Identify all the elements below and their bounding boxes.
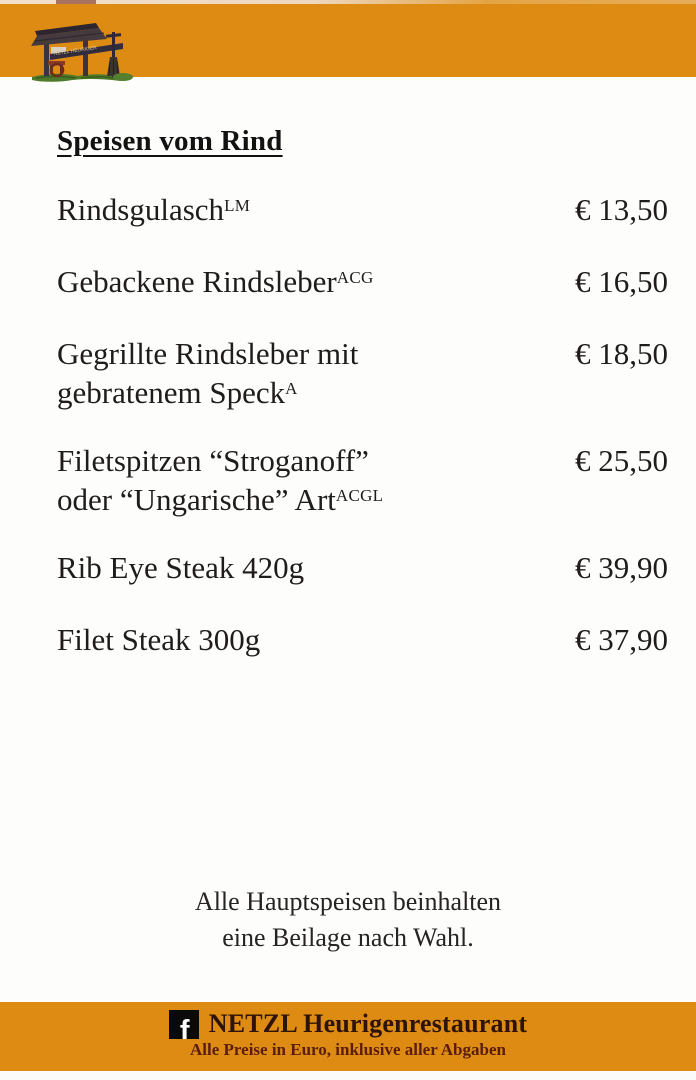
netzl-heuriger-logo (26, 17, 138, 84)
dish-line2 (57, 480, 383, 519)
dish-text: Gegrillte Rindsleber mit (57, 336, 359, 371)
menu-item-name (57, 441, 383, 519)
menu-item-row (57, 441, 668, 519)
menu-item-row (57, 620, 668, 659)
dish-text: Filetspitzen “Stroganoff” (57, 443, 369, 478)
allergen-superscript: ACG (336, 268, 374, 287)
sides-note (0, 884, 696, 956)
logo-sign-text: NETZL HEURIGER (53, 44, 98, 57)
bottom-margin (0, 1071, 696, 1080)
dish-text: gebratenem Speck (57, 375, 286, 410)
header-band (0, 0, 696, 77)
menu-item-row (57, 190, 668, 229)
menu-item-name (57, 334, 358, 412)
menu-item-row (57, 262, 668, 301)
sides-note-line2: eine Beilage nach Wahl. (222, 923, 474, 952)
menu-item-row (57, 548, 668, 587)
scan-artifact-strip (0, 0, 696, 4)
restaurant-name: NETZL Heurigenrestaurant (208, 1009, 528, 1038)
menu-item-price: € 25,50 (575, 443, 668, 478)
allergen-superscript: ACGL (335, 486, 384, 505)
menu-item-name (57, 190, 250, 229)
dish-text: oder “Ungarische” Art (57, 482, 336, 517)
dish-text: Filet Steak 300g (57, 622, 261, 657)
menu-item-name (57, 262, 374, 301)
menu-content (57, 122, 668, 692)
facebook-icon (169, 1010, 199, 1039)
menu-item-price: € 37,90 (575, 622, 668, 657)
footer-row (169, 1009, 528, 1039)
menu-item-price: € 16,50 (575, 264, 668, 299)
allergen-superscript: A (285, 379, 298, 398)
price-disclaimer: Alle Preise in Euro, inklusive aller Abgaben (190, 1040, 506, 1059)
menu-item-price: € 13,50 (575, 192, 668, 227)
sides-note-line1: Alle Hauptspeisen beinhalten (194, 887, 502, 916)
scan-artifact-smudge (56, 0, 96, 4)
dish-line1 (57, 441, 383, 480)
menu-item-name (57, 548, 304, 587)
facebook-glyph: f (179, 1014, 190, 1039)
dish-line1 (57, 334, 358, 373)
menu-item-name (57, 620, 260, 659)
dish-text: Gebackene Rindsleber (57, 264, 337, 299)
dish-text: Rib Eye Steak 420g (57, 550, 305, 585)
footer-band (0, 1002, 696, 1071)
section-title: Speisen vom Rind (57, 125, 283, 157)
menu-item-price: € 18,50 (575, 336, 668, 371)
menu-item-price: € 39,90 (575, 550, 668, 585)
dish-line2 (57, 373, 358, 412)
dish-text: Rindsgulasch (57, 192, 225, 227)
menu-item-row (57, 334, 668, 412)
allergen-superscript: LM (224, 196, 251, 215)
